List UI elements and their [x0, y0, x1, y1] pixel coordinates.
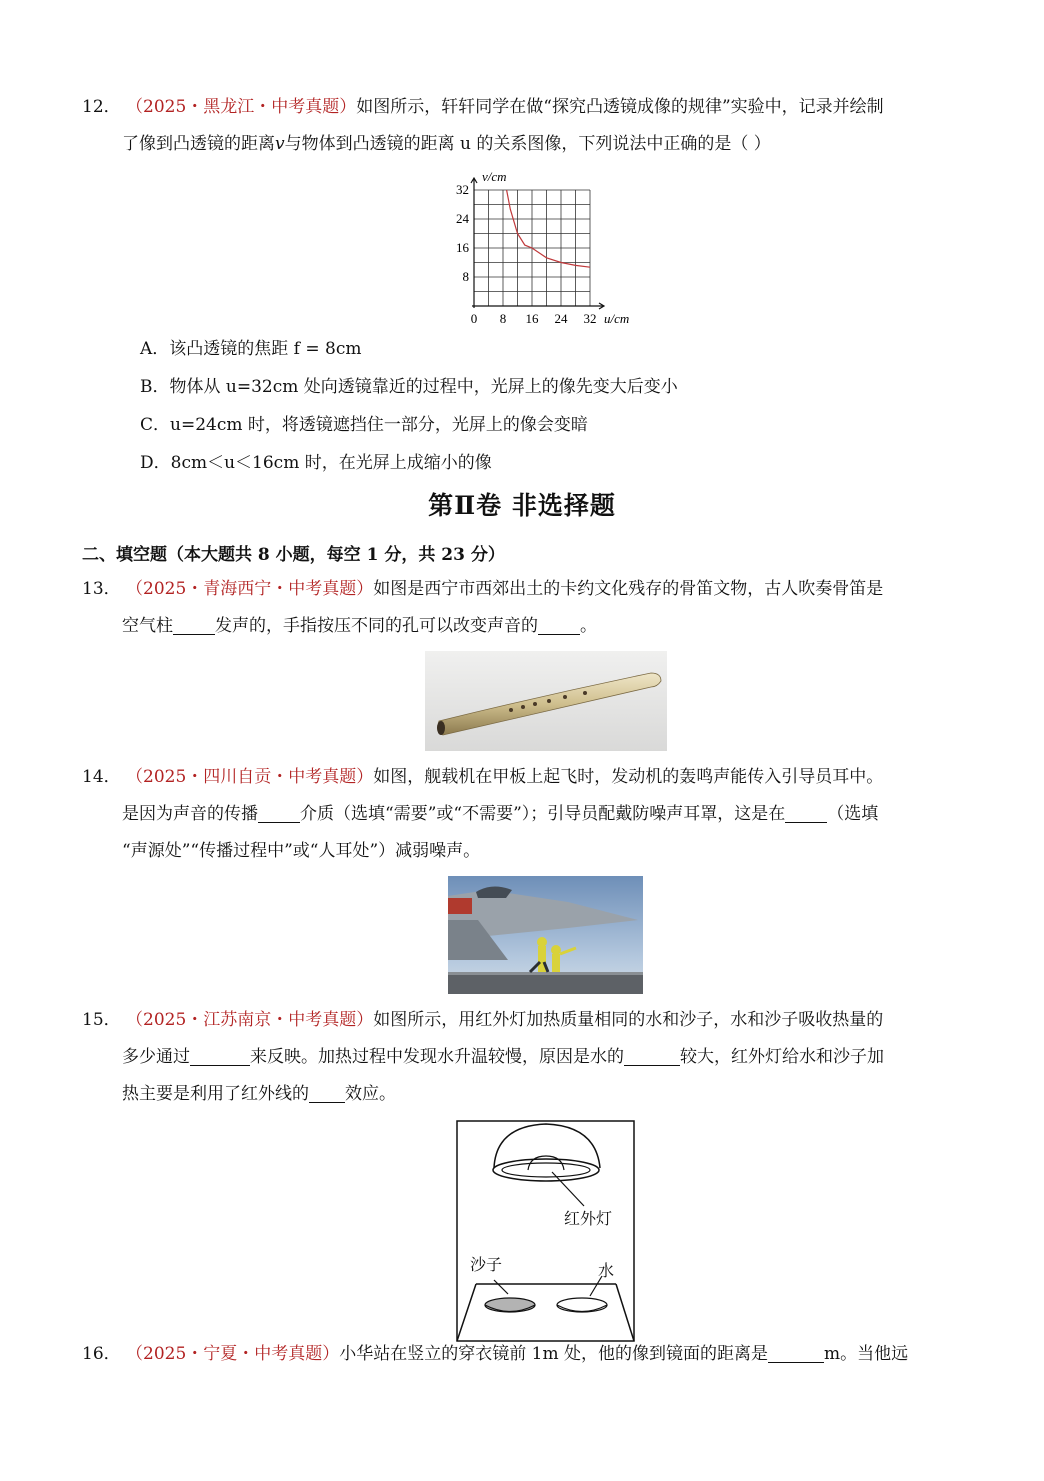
- y-axis-label: v/cm: [482, 169, 507, 184]
- x-tick-label: 16: [525, 311, 539, 326]
- lamp-label: 红外灯: [564, 1209, 613, 1228]
- sand-label: 沙子: [470, 1255, 503, 1274]
- question-source: （2025・青海西宁・中考真题）: [126, 579, 374, 599]
- question-12: [82, 89, 972, 163]
- section-title: 第Ⅱ卷 非选择题: [428, 491, 616, 520]
- question-text: “声源处”“传播过程中”或“人耳处”）减弱噪声。: [122, 841, 481, 861]
- question-13: [82, 571, 972, 645]
- question-text: 效应。: [345, 1084, 396, 1104]
- question-text: 如图所示，用红外灯加热质量相同的水和沙子，水和沙子吸收热量的: [373, 1010, 884, 1030]
- answer-blank: [785, 800, 827, 823]
- question-text: 。: [580, 616, 597, 636]
- x-axis-label: u/cm: [604, 311, 630, 326]
- question-text: m。当他远: [824, 1344, 909, 1364]
- x-tick-label: 24: [554, 311, 568, 326]
- question-text: 多少通过: [122, 1047, 190, 1067]
- infrared-lamp-diagram: [456, 1120, 636, 1343]
- question-number: 15．: [82, 1010, 121, 1030]
- question-text: 小华站在竖立的穿衣镜前 1m 处，他的像到镜面的距离是: [339, 1344, 769, 1364]
- y-tick-label: 24: [456, 211, 469, 226]
- answer-blank: [768, 1340, 824, 1363]
- answer-blank: [624, 1043, 680, 1066]
- x-axis: [472, 303, 604, 309]
- question-15: [82, 1002, 972, 1113]
- question-text: 如图，舰载机在甲板上起飞时，发动机的轰鸣声能传入引导员耳中。: [373, 767, 884, 787]
- series-line: [507, 190, 590, 267]
- y-tick-label: 8: [462, 269, 469, 284]
- answer-blank: [190, 1043, 250, 1066]
- answer-blank: [309, 1080, 345, 1103]
- x-tick-label: 32: [583, 311, 597, 326]
- y-tick-label: 32: [456, 182, 469, 197]
- x-tick-label: 0: [470, 311, 478, 326]
- question-text: 发声的，手指按压不同的孔可以改变声音的: [215, 616, 538, 636]
- question-text: 空气柱: [122, 616, 173, 636]
- carrier-jet-photo: [448, 876, 643, 994]
- y-axis: [471, 178, 477, 308]
- question-text: 如图所示，轩轩同学在做“探究凸透镜成像的规律”实验中，记录并绘制: [356, 97, 884, 117]
- question-source: （2025・江苏南京・中考真题）: [126, 1010, 374, 1030]
- question-source: （2025・四川自贡・中考真题）: [126, 767, 374, 787]
- question-number: 14．: [82, 767, 121, 787]
- question-16: [82, 1336, 972, 1373]
- part-header: 二、填空题（本大题共 8 小题，每空 1 分，共 23 分）: [82, 545, 505, 565]
- question-number: 16．: [82, 1344, 121, 1364]
- question-source: （2025・宁夏・中考真题）: [126, 1344, 340, 1364]
- v-u-chart: [440, 166, 650, 330]
- question-text: 如图是西宁市西郊出土的卡约文化残存的骨笛文物，古人吹奏骨笛是: [373, 579, 884, 599]
- question-number: 12．: [82, 97, 121, 117]
- question-text: 热主要是利用了红外线的: [122, 1084, 309, 1104]
- question-text: 了像到凸透镜的距离: [122, 134, 275, 154]
- question-text: 较大，红外灯给水和沙子加: [680, 1047, 884, 1067]
- answer-blank: [258, 800, 300, 823]
- bone-flute-photo: [425, 651, 667, 751]
- question-text: 来反映。加热过程中发现水升温较慢，原因是水的: [250, 1047, 624, 1067]
- x-tick-label: 8: [499, 311, 507, 326]
- question-14: [82, 759, 972, 870]
- question-number: 13．: [82, 579, 121, 599]
- variable-v: v: [275, 134, 285, 154]
- question-text: 介质（选填“需要”或“不需要”）；引导员配戴防噪声耳罩，这是在: [300, 804, 786, 824]
- question-text: 与物体到凸透镜的距离 u 的关系图像，下列说法中正确的是（ ）: [284, 134, 771, 154]
- question-text: （选填: [827, 804, 879, 824]
- chart-axes: [471, 178, 604, 309]
- question-text: 是因为声音的传播: [122, 804, 258, 824]
- question-source: （2025・黑龙江・中考真题）: [126, 97, 357, 117]
- answer-blank: [173, 612, 215, 635]
- option-d: D．8cm＜u＜16cm 时，在光屏上成缩小的像: [140, 453, 492, 473]
- y-tick-label: 16: [456, 240, 469, 255]
- answer-blank: [538, 612, 580, 635]
- option-b: B．物体从 u=32cm 处向透镜靠近的过程中，光屏上的像先变大后变小: [140, 377, 678, 397]
- option-a: A．该凸透镜的焦距 f = 8cm: [140, 339, 362, 359]
- water-label: 水: [598, 1261, 615, 1280]
- option-c: C．u=24cm 时，将透镜遮挡住一部分，光屏上的像会变暗: [140, 415, 588, 435]
